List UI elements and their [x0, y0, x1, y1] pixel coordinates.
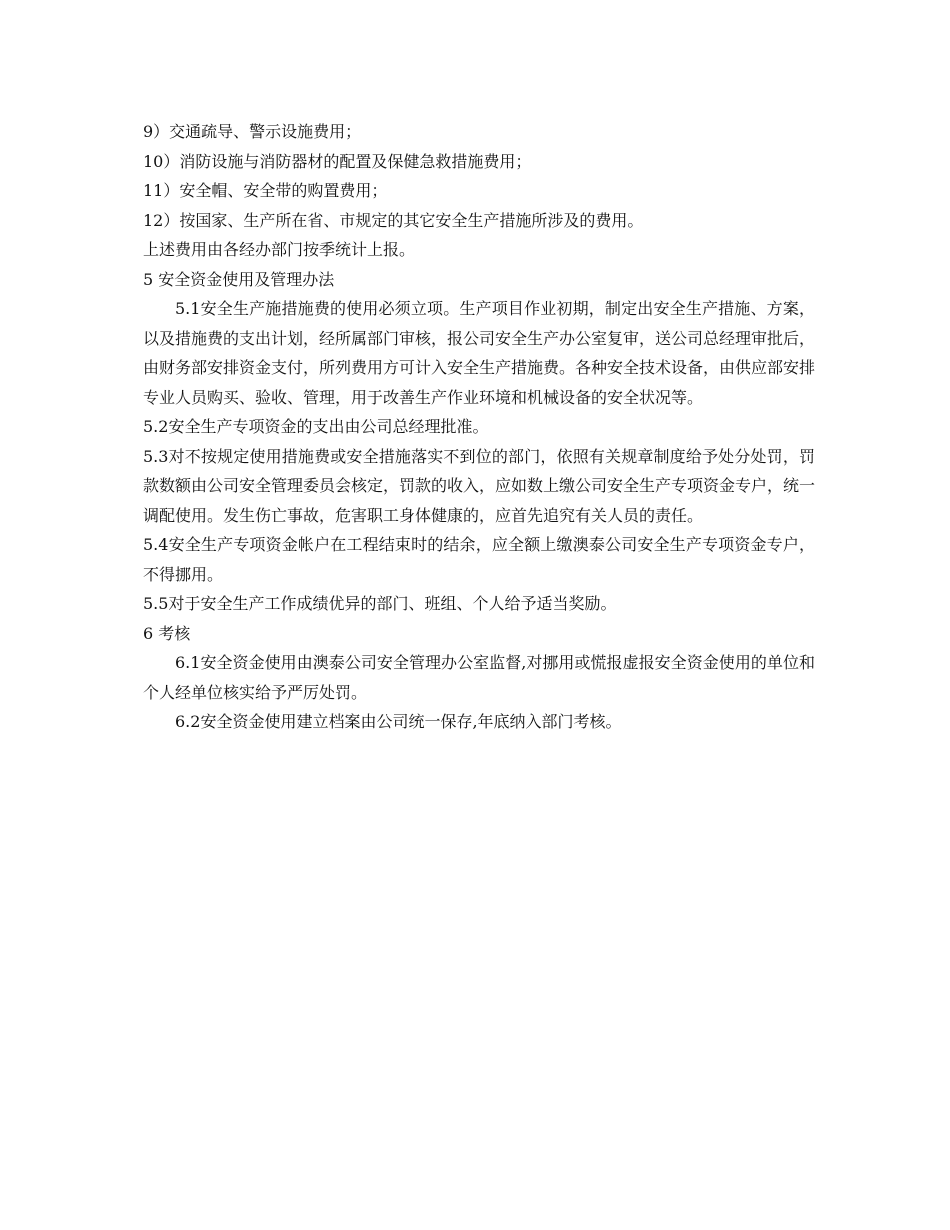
document-page [143, 117, 815, 737]
paragraph-5-1: 5.1安全生产施措施费的使用必须立项。生产项目作业初期，制定出安全生产措施、方案，以及措施费的支出计划，经所属部门审核，报公司安全生产办公室复审，送公司总经理审批后，由财务部安排资金支付，所列费用方可计入安全生产措施费。各种安全技术设备，由供应部安排专业人员购买、验收、管理，用于改善生产作业环境和机械设备的安全状况等。 [143, 299, 816, 407]
paragraph-6-1: 6.1安全资金使用由澳泰公司安全管理办公室监督,对挪用或慌报虚报安全资金使用的单位和个人经单位核实给予严厉处罚。 [143, 653, 815, 702]
paragraph-5-3: 5.3对不按规定使用措施费或安全措施落实不到位的部门，依照有关规章制度给予处分处罚，罚款数额由公司安全管理委员会核定，罚款的收入，应如数上缴公司安全生产专项资金专户，统一调配使用。发生伤亡事故，危害职工身体健康的，应首先追究有关人员的责任。 [143, 446, 816, 525]
section-6-heading: 6 考核 [143, 623, 191, 643]
paragraph-5-5: 5.5对于安全生产工作成绩优异的部门、班组、个人给予适当奖励。 [143, 594, 617, 613]
list-item-9: 9）交通疏导、警示设施费用； [143, 122, 362, 141]
paragraph-5-4: 5.4安全生产专项资金帐户在工程结束时的结余，应全额上缴澳泰公司安全生产专项资金专户，不得挪用。 [143, 535, 815, 584]
list-item-11: 11）安全帽、安全带的购置费用； [143, 181, 388, 200]
list-item-10: 10）消防设施与消防器材的配置及保健急救措施费用； [143, 151, 532, 171]
paragraph-5-2: 5.2安全生产专项资金的支出由公司总经理批准。 [143, 417, 489, 436]
section-5-heading: 5 安全资金使用及管理办法 [143, 269, 335, 289]
list-item-12: 12）按国家、生产所在省、市规定的其它安全生产措施所涉及的费用。 [143, 210, 644, 230]
summary-line: 上述费用由各经办部门按季统计上报。 [143, 240, 416, 259]
paragraph-6-2: 6.2安全资金使用建立档案由公司统一保存,年底纳入部门考核。 [175, 712, 622, 731]
